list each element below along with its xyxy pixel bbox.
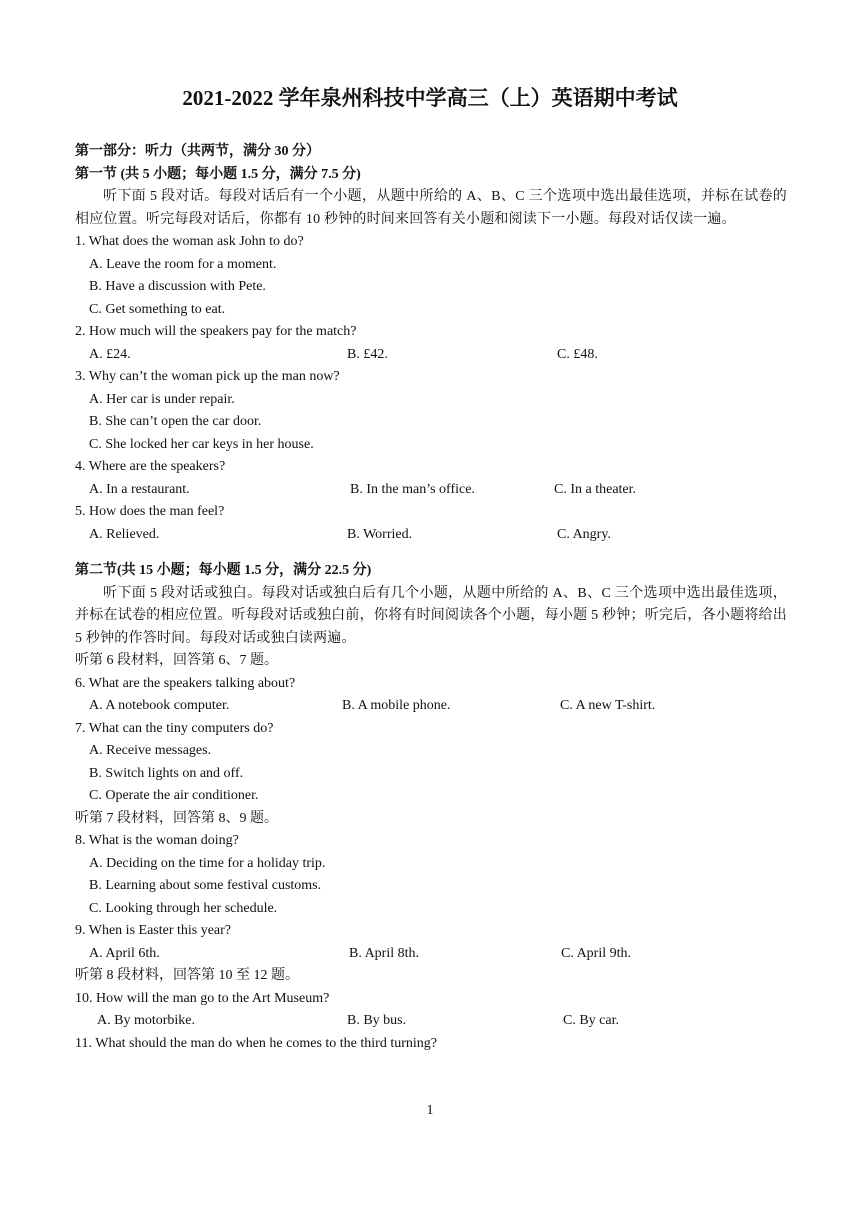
option-row [75,943,787,966]
question-stem: 1. What does the woman ask John to do? [75,234,304,249]
section-gap [75,546,787,560]
option-c: C. By car. [563,1013,619,1028]
option-row [75,524,787,547]
question-stem: 3. Why can’t the woman pick up the man now? [75,369,340,384]
option-a: A. Deciding on the time for a holiday trip. [89,855,326,871]
option-a: A. A notebook computer. [89,698,230,713]
option-a: A. April 6th. [89,945,160,961]
option-c: C. Operate the air conditioner. [89,788,259,803]
question-stem: 2. How much will the speakers pay for the match? [75,324,357,339]
question-stem: 10. How will the man go to the Art Museum? [75,990,330,1006]
option-b: B. Worried. [347,526,413,542]
page-number: 1 [426,1103,434,1118]
option-c: C. £48. [557,346,598,362]
option-b: B. She can’t open the car door. [89,414,262,429]
part1-heading: 第一部分：听力（共两节，满分 30 分） [75,144,320,159]
section1-instructions: 听下面 5 段对话。每段对话后有一个小题，从题中所给的 A、B、C 三个选项中选出最佳选项，并标在试卷的相应位置。听完每段对话后，你都有 10 秒钟的时间来回答有关小题和阅读下一小题。每段对话仅读一遍。 [75,189,787,227]
option-row [75,479,787,502]
option-c: C. A new T-shirt. [560,698,656,713]
option-b: B. Switch lights on and off. [89,765,244,781]
option-a: A. Receive messages. [89,743,212,758]
question-stem: 4. Where are the speakers? [75,459,226,474]
section2-heading: 第二节(共 15 小题；每小题 1.5 分，满分 22.5 分) [75,563,372,578]
question-stem: 11. What should the man do when he comes to the third turning? [75,1035,437,1051]
option-a: A. Leave the room for a moment. [89,256,277,272]
question-stem: 6. What are the speakers talking about? [75,675,296,691]
option-row [75,344,787,367]
option-c: C. Get something to eat. [89,301,226,317]
material-note: 听第 7 段材料，回答第 8、9 题。 [75,810,278,826]
option-c: C. April 9th. [561,945,632,961]
option-c: C. Angry. [557,526,611,542]
option-b: B. By bus. [347,1013,407,1028]
option-b: B. April 8th. [349,945,420,961]
question-stem: 8. What is the woman doing? [75,833,239,848]
option-a: A. Her car is under repair. [89,391,235,407]
exam-title: 2021-2022 学年泉州科技中学高三（上）英语期中考试 [182,86,678,110]
question-stem: 9. When is Easter this year? [75,923,232,938]
section1-heading: 第一节 (共 5 小题；每小题 1.5 分，满分 7.5 分) [75,166,361,182]
option-c: C. She locked her car keys in her house. [89,436,314,452]
option-row [75,1010,787,1033]
option-c: C. Looking through her schedule. [89,900,278,916]
material-note: 听第 6 段材料，回答第 6、7 题。 [75,653,278,668]
option-a: A. By motorbike. [97,1013,195,1028]
option-a: A. In a restaurant. [89,481,190,497]
section2-instructions: 听下面 5 段对话或独白。每段对话或独白后有几个小题，从题中所给的 A、B、C 三个选项中选出最佳选项，并标在试卷的相应位置。听每段对话或独白前，你将有时间阅读各个小题，每小题 5 秒钟；听完后，各小题将给出 5 秒钟的作答时间。每段对话或独白读两遍。 [75,585,787,646]
option-b: B. Have a discussion with Pete. [89,279,266,294]
option-b: B. £42. [347,346,388,362]
option-row [75,695,787,718]
question-stem: 7. What can the tiny computers do? [75,720,274,736]
option-b: B. A mobile phone. [342,698,451,713]
option-b: B. In the man’s office. [350,481,475,497]
material-note: 听第 8 段材料，回答第 10 至 12 题。 [75,968,299,983]
option-b: B. Learning about some festival customs. [89,878,322,893]
option-a: A. Relieved. [89,526,160,542]
option-a: A. £24. [89,346,131,362]
exam-content [75,141,787,1055]
question-stem: 5. How does the man feel? [75,504,225,519]
option-c: C. In a theater. [554,481,637,497]
